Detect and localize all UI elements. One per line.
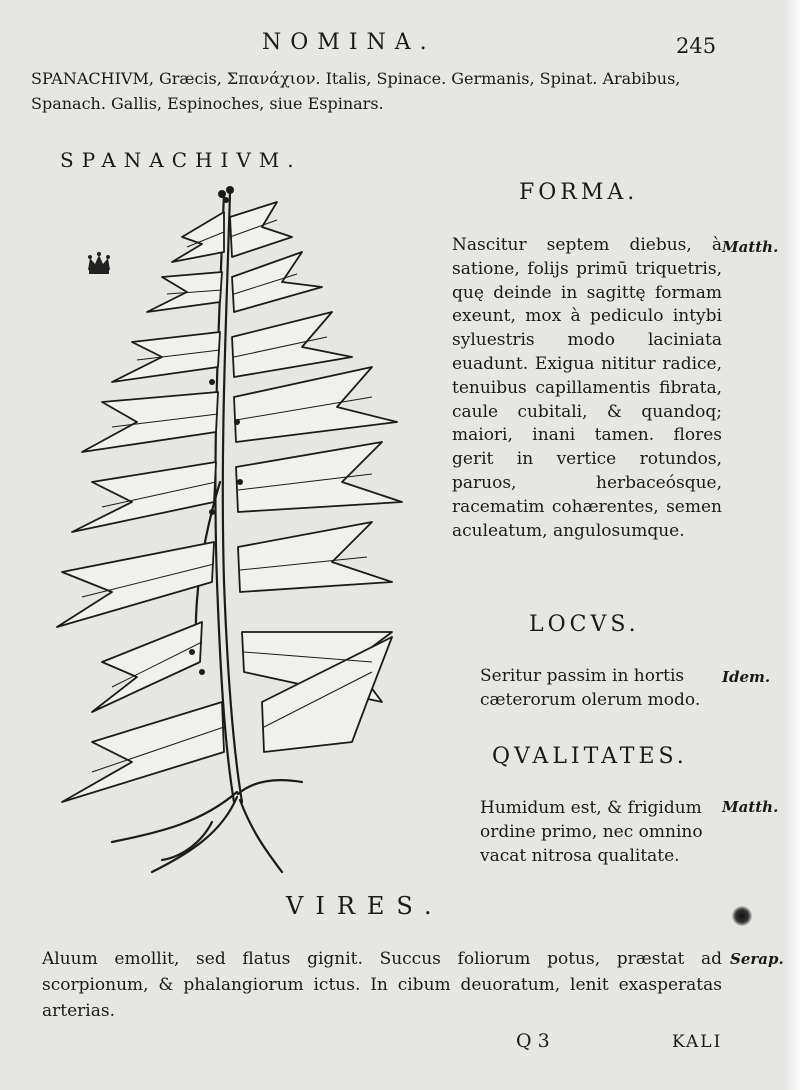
qualitates-heading: QVALITATES. (492, 744, 688, 769)
qualitates-paragraph: Humidum est, & frigidum ordine primo, nec omnino vacat nitrosa qualitate. (480, 798, 703, 866)
forma-heading: FORMA. (519, 180, 639, 205)
page-number: 245 (676, 34, 717, 58)
forma-paragraph: Nascitur septem diebus, à satione, folijs primū triquetris, quę deinde in sagittę formam exeunt, mox à pediculo intybi syluestris modo laciniata euadunt. Exigua nititur radice, tenuibus capillamentis fibrata, caule cubitali, & quandoq; maiori, inani tamen. flores gerit in vertice rotundos, paruos, herbaceósque, racematim cohærentes, semen aculeatum, angulosumque. (452, 235, 722, 541)
margin-note-vires: Serap. (730, 950, 784, 968)
locus-paragraph: Seritur passim in hortis cæterorum olerum modo. (480, 666, 701, 710)
running-title: NOMINA. (262, 30, 436, 55)
vires-paragraph: Aluum emollit, sed flatus gignit. Succus foliorum potus, præstat ad scorpionum, & phalangiorum ictus. In cibum deuoratum, lenit exasperatas arterias. (42, 949, 722, 1021)
catchword: KALI (672, 1032, 723, 1052)
plant-title: SPANACHIVM. (60, 148, 302, 172)
plant-names-line: SPANACHIVM, Græcis, Σπανάχιον. Italis, Spinace. Germanis, Spinat. Arabibus, Spanach. Gallis, Espinoches, siue Espinars. (31, 69, 681, 113)
margin-note-forma: Matth. (722, 238, 779, 256)
locus-heading: LOCVS. (529, 612, 640, 637)
margin-note-locus: Idem. (722, 668, 771, 686)
vires-heading: VIRES. (286, 892, 444, 920)
margin-note-qualitates: Matth. (722, 798, 779, 816)
spinach-woodcut-illustration (52, 182, 422, 882)
ink-blot (732, 906, 752, 926)
signature-mark: Q 3 (516, 1030, 550, 1052)
